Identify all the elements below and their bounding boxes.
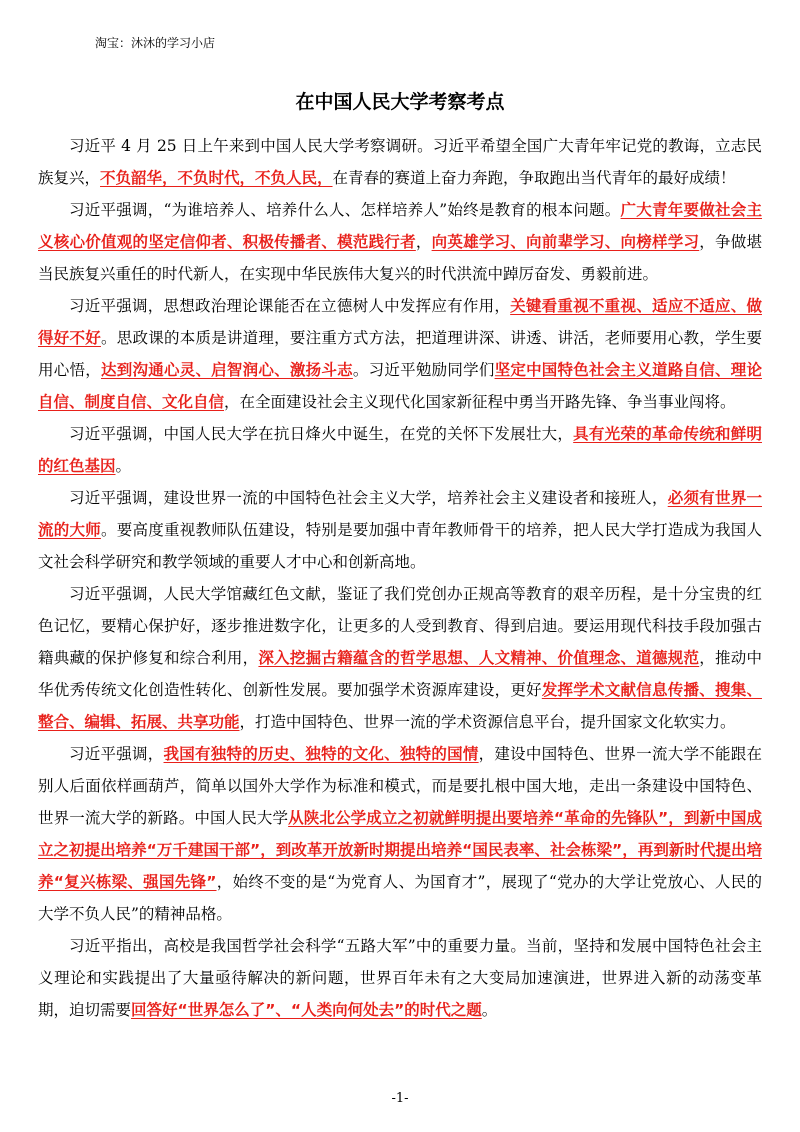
page-header: 淘宝：沐沐的学习小店 [95,36,216,50]
highlighted-text: 坚定中国特色社会主义道路自信、理论自信、制度自信、文化自信 [38,361,762,411]
body-text: 。要高度重视教师队伍建设，特别是要加强中青年教师骨干的培养，把人民大学打造成为我国人文社会科学研究和教学领域的重要人才中心和创新高地。 [38,521,762,571]
highlighted-text: 向英雄学习、向前辈学习、向榜样学习 [431,233,700,251]
highlighted-text: 我国有独特的历史、独特的文化、独特的国情 [163,745,479,763]
paragraph [38,130,762,194]
body-text: ， [415,233,432,251]
highlighted-text: 不负韶华，不负时代，不负人民， [100,169,333,187]
body-text: ，始终不变的是“为党育人、为国育才”，展现了“党办的大学让党放心、人民的大学不负人民”的精神品格。 [38,873,762,923]
highlighted-text: 必须有世界一流的大师 [38,489,762,539]
paragraph [38,578,762,738]
body-text: 习近平指出，高校是我国哲学社会科学“五路大军”中的重要力量。当前，坚持和发展中国特色社会主义理论和实践提出了大量亟待解决的新问题，世界百年未有之大变局加速演进，世界进入新的动荡变革期，迫切需要 [38,937,762,1019]
paragraph [38,482,762,578]
body-text: 。习近平勉励同学们 [352,361,495,379]
body-text: 习近平强调，建设世界一流的中国特色社会主义大学，培养社会主义建设者和接班人， [69,489,668,507]
body-text: ，建设中国特色、世界一流大学不能跟在别人后面依样画葫芦，简单以国外大学作为标准和模式，而是要扎根中国大地，走出一条建设中国特色、世界一流大学的新路。中国人民大学 [38,745,762,827]
paragraph [38,738,762,930]
highlighted-text: 从陕北公学成立之初就鲜明提出要培养“革命的先锋队”，到新中国成立之初提出培养“万千建国干部”，到改革开放新时期提出培养“国民表率、社会栋梁”，再到新时代提出培养“复兴栋梁、强国先锋” [38,809,762,891]
body-text: ，在全面建设社会主义现代化国家新征程中勇当开路先锋、争当事业闯将。 [224,393,736,411]
paragraph [38,290,762,418]
body-text: 习近平强调， [69,745,164,763]
highlighted-text: 具有光荣的革命传统和鲜明的红色基因 [38,425,762,475]
body-text: ，打造中国特色、世界一流的学术资源信息平台，提升国家文化软实力。 [239,713,736,731]
body-text: 。 [115,457,132,475]
body-text: ，推动中华优秀传统文化创造性转化、创新性发展。要加强学术资源库建设，更好 [38,649,762,699]
article-body [38,130,762,1026]
paragraph [38,930,762,1026]
page-number: -1- [391,1091,409,1106]
body-text: 在青春的赛道上奋力奔跑，争取跑出当代青年的最好成绩！ [332,169,736,187]
body-text: 。思政课的本质是讲道理，要注重方式方法，把道理讲深、讲透、讲活，老师要用心教，学生要用心悟， [38,329,762,379]
paragraph [38,194,762,290]
body-text: 习近平强调，中国人民大学在抗日烽火中诞生，在党的关怀下发展壮大， [69,425,574,443]
highlighted-text: 发挥学术文献信息传播、搜集、整合、编辑、拓展、共享功能 [38,681,762,731]
body-text: 习近平 4 月 25 日上午来到中国人民大学考察调研。习近平希望全国广大青年牢记党的教诲，立志民族复兴， [38,137,762,187]
highlighted-text: 回答好“世界怎么了”、“人类向何处去”的时代之题 [131,1001,482,1019]
body-text: ，争做堪当民族复兴重任的时代新人，在实现中华民族伟大复兴的时代洪流中踔厉奋发、勇毅前进。 [38,233,762,283]
highlighted-text: 深入挖掘古籍蕴含的哲学思想、人文精神、价值理念、道德规范 [258,649,700,667]
highlighted-text: 达到沟通心灵、启智润心、激扬斗志 [100,361,353,379]
body-text: 习近平强调，思想政治理论课能否在立德树人中发挥应有作用， [69,297,511,315]
paragraph [38,418,762,482]
highlighted-text: 广大青年要做社会主义核心价值观的坚定信仰者、积极传播者、模范践行者 [38,201,762,251]
page-title: 在中国人民大学考察考点 [295,91,505,113]
body-text: 习近平强调，人民大学馆藏红色文献，鉴证了我们党创办正规高等教育的艰辛历程，是十分宝贵的红色记忆，要精心保护好，逐步推进数字化，让更多的人受到教育、得到启迪。要运用现代科技手段加强古籍典藏的保护修复和综合利用， [38,585,762,667]
highlighted-text: 关键看重视不重视、适应不适应、做得好不好 [38,297,762,347]
body-text: 习近平强调，“为谁培养人、培养什么人、怎样培养人”始终是教育的根本问题。 [69,201,621,219]
body-text: 。 [481,1001,498,1019]
